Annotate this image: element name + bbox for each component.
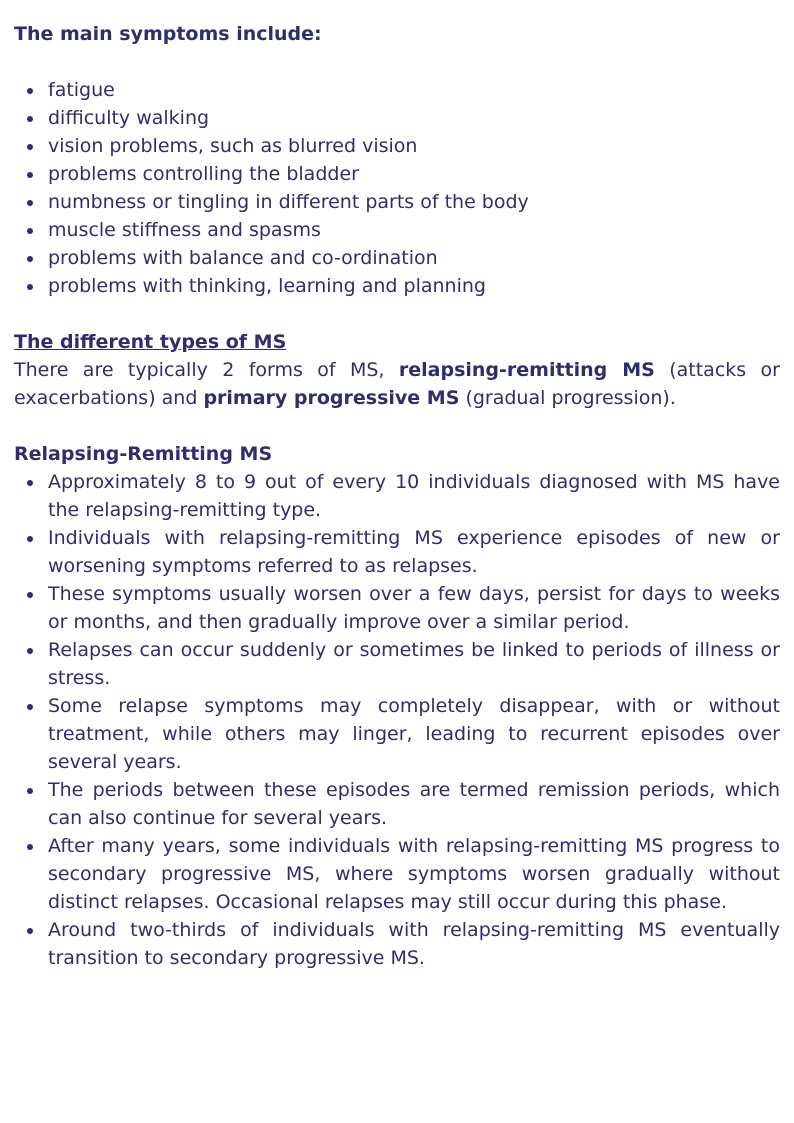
list-item: problems with thinking, learning and planning	[14, 272, 780, 300]
list-item: Some relapse symptoms may completely disappear, with or without treatment, while others may linger, leading to recurrent episodes over several years.	[14, 692, 780, 776]
list-item: The periods between these episodes are termed remission periods, which can also continue for several years.	[14, 776, 780, 832]
symptoms-list	[14, 76, 780, 300]
list-item: These symptoms usually worsen over a few days, persist for days to weeks or months, and then gradually improve over a similar period.	[14, 580, 780, 636]
list-item: After many years, some individuals with relapsing-remitting MS progress to secondary progressive MS, where symptoms worsen gradually without distinct relapses. Occasional relapses may still occur during this phase.	[14, 832, 780, 916]
list-item: problems with balance and co-ordination	[14, 244, 780, 272]
spacer	[14, 48, 780, 76]
list-item: Approximately 8 to 9 out of every 10 individuals diagnosed with MS have the relapsing-remitting type.	[14, 468, 780, 524]
list-item: muscle stiffness and spasms	[14, 216, 780, 244]
types-intro-paragraph	[14, 356, 780, 412]
list-item: Around two-thirds of individuals with relapsing-remitting MS eventually transition to secondary progressive MS.	[14, 916, 780, 972]
list-item: Relapses can occur suddenly or sometimes be linked to periods of illness or stress.	[14, 636, 780, 692]
list-item: vision problems, such as blurred vision	[14, 132, 780, 160]
list-item: fatigue	[14, 76, 780, 104]
symptoms-heading: The main symptoms include:	[14, 23, 322, 45]
list-item: Individuals with relapsing-remitting MS experience episodes of new or worsening symptoms referred to as relapses.	[14, 524, 780, 580]
rrms-list	[14, 468, 780, 972]
spacer	[14, 412, 780, 440]
rrms-heading: Relapsing-Remitting MS	[14, 443, 273, 465]
types-intro-text-2: (attacks or exacerbations) and	[14, 359, 780, 409]
types-intro-text-1: There are typically 2 forms of MS,	[14, 359, 399, 381]
list-item: problems controlling the bladder	[14, 160, 780, 188]
spacer	[14, 300, 780, 328]
relapsing-remitting-term: relapsing-remitting MS	[398, 359, 655, 381]
list-item: difficulty walking	[14, 104, 780, 132]
types-intro-text-3: (gradual progression).	[459, 387, 676, 409]
types-heading: The different types of MS	[14, 331, 287, 353]
list-item: numbness or tingling in different parts of the body	[14, 188, 780, 216]
primary-progressive-term: primary progressive MS	[203, 387, 460, 409]
